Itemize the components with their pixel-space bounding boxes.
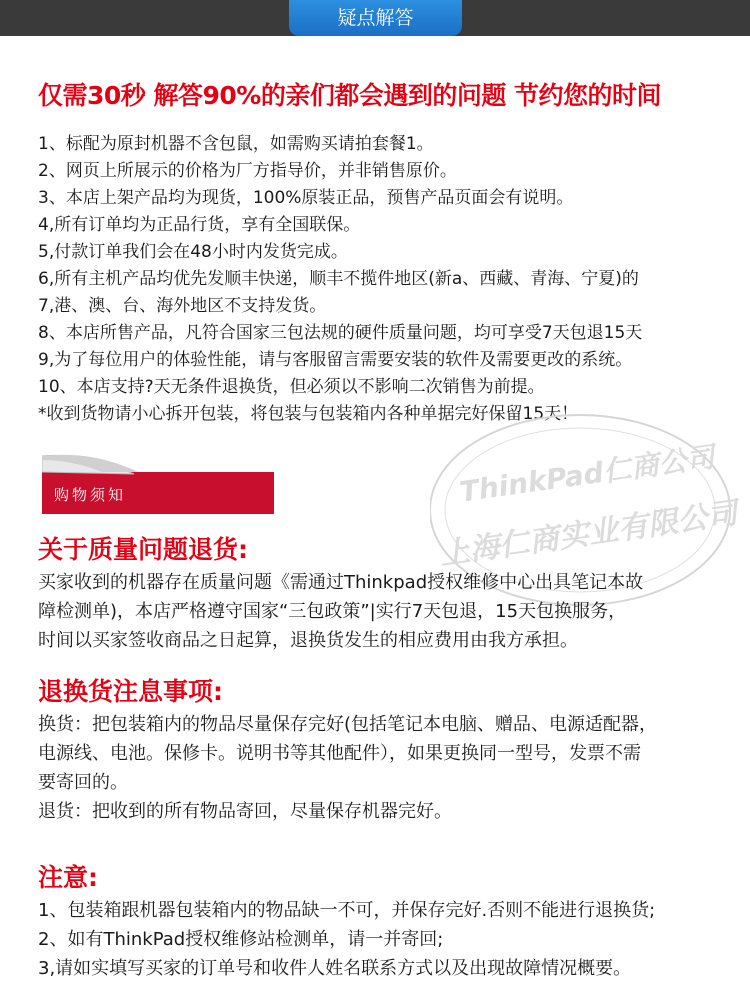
notice-line: 1、包装箱跟机器包装箱内的物品缺一不可，并保存完好.否则不能进行退换货; (38, 900, 656, 921)
faq-tab[interactable]: 疑点解答 (289, 0, 462, 36)
faq-list (38, 131, 750, 428)
quality-line: 时间以买家签收商品之日起算，退换货发生的相应费用由我方承担。 (38, 630, 578, 651)
quality-line: 障检测单)，本店严格遵守国家“三包政策”|实行7天包退，15天包换服务， (38, 601, 627, 622)
notice-line: 2、如有ThinkPad授权维修站检测单，请一并寄回; (38, 929, 444, 950)
exchange-notes-text (38, 710, 743, 826)
faq-item: 9,为了每位用户的体验性能，请与客服留言需要安装的软件及需要更改的系统。 (38, 350, 633, 370)
quality-return-title: 关于质量问题退货: (38, 535, 248, 564)
exchange-line: 要寄回的。 (38, 772, 128, 793)
exchange-line: 电源线、电池。保修卡。说明书等其他配件），如果更换同一型号，发票不需 (38, 743, 641, 764)
banner-label: 购物须知 (54, 486, 127, 504)
faq-item: 4,所有订单均为正品行货，享有全国联保。 (38, 215, 361, 235)
quality-line: 买家收到的机器存在质量问题《需通过Thinkpad授权维修中心出具笔记本故 (38, 572, 644, 593)
exchange-line: 退货：把收到的所有物品寄回，尽量保存机器完好。 (38, 801, 452, 822)
faq-item: 8、本店所售产品，凡符合国家三包法规的硬件质量问题，均可享受7天包退15天 (38, 323, 643, 343)
quality-return-text (38, 568, 743, 655)
notice-text (38, 896, 743, 983)
shopping-notice-banner (42, 452, 274, 514)
exchange-line: 换货：把包装箱内的物品尽量保存完好(包括笔记本电脑、赠品、电源适配器， (38, 714, 658, 735)
faq-item: 3、本店上架产品均为现货，100%原装正品，预售产品页面会有说明。 (38, 188, 574, 208)
faq-item: 2、网页上所展示的价格为厂方指导价，并非销售原价。 (38, 161, 457, 181)
svg-text:上海仁商实业有限公司: 上海仁商实业有限公司 (437, 495, 740, 573)
faq-item: *收到货物请小心拆开包装，将包装与包装箱内各种单据完好保留15天！ (38, 404, 579, 424)
headline: 仅需30秒 解答90%的亲们都会遇到的问题 节约您的时间 (38, 81, 662, 110)
notice-title: 注意: (38, 863, 98, 892)
faq-item: 1、标配为原封机器不含包鼠，如需购买请拍套餐1。 (38, 134, 434, 154)
top-header-bar (0, 0, 750, 36)
exchange-notes-title: 退换货注息事项: (38, 677, 223, 706)
faq-item: 5,付款订单我们会在48小时内发货完成。 (38, 242, 348, 262)
notice-line: 3,请如实填写买家的订单号和收件人姓名联系方式以及出现故障情况概要。 (38, 958, 632, 979)
faq-item: 10、本店支持?天无条件退换货，但必须以不影响二次销售为前提。 (38, 377, 545, 397)
faq-item: 6,所有主机产品均优先发顺丰快递，顺丰不揽件地区(新a、西藏、青海、宁夏)的 (38, 269, 639, 289)
svg-text:ThinkPad仁商公司: ThinkPad仁商公司 (457, 440, 717, 509)
faq-item: 7,港、澳、台、海外地区不支持发货。 (38, 296, 327, 316)
